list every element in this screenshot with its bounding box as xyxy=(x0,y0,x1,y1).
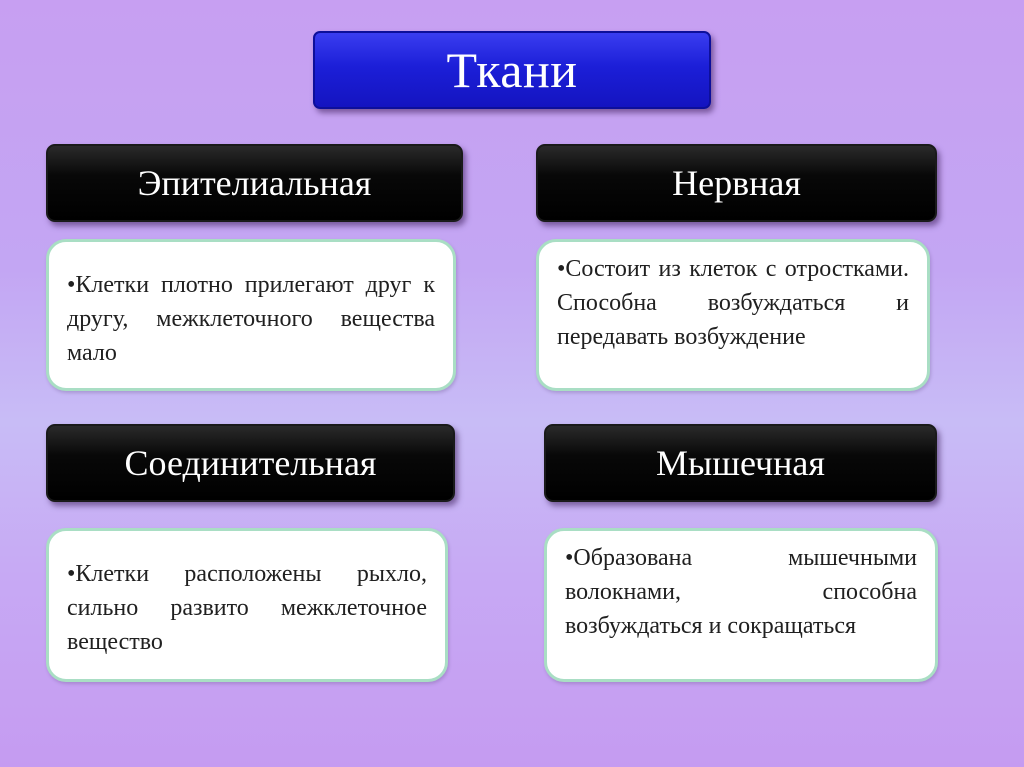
card-muscular-text: •Образована мышечными волокнами, способна возбуждаться и сокращаться xyxy=(565,545,917,639)
header-muscular-label: Мышечная xyxy=(656,443,825,483)
header-nervous-label: Нервная xyxy=(672,163,801,203)
title-text: Ткани xyxy=(446,42,578,98)
card-nervous xyxy=(536,239,930,391)
header-connective-label: Соединительная xyxy=(124,443,377,483)
header-epithelial-label: Эпителиальная xyxy=(137,163,372,203)
card-epithelial-text: •Клетки плотно прилегают друг к другу, межклеточного вещества мало xyxy=(67,272,435,366)
card-connective xyxy=(46,528,448,682)
title-box xyxy=(313,31,711,109)
header-muscular xyxy=(544,424,937,502)
header-nervous xyxy=(536,144,937,222)
card-connective-text: •Клетки расположены рыхло, сильно развито межклеточное вещество xyxy=(67,561,427,655)
header-epithelial xyxy=(46,144,463,222)
card-nervous-text: •Состоит из клеток с отростками. Способна возбуждаться и передавать возбуждение xyxy=(557,256,909,350)
header-connective xyxy=(46,424,455,502)
card-epithelial xyxy=(46,239,456,391)
card-muscular xyxy=(544,528,938,682)
